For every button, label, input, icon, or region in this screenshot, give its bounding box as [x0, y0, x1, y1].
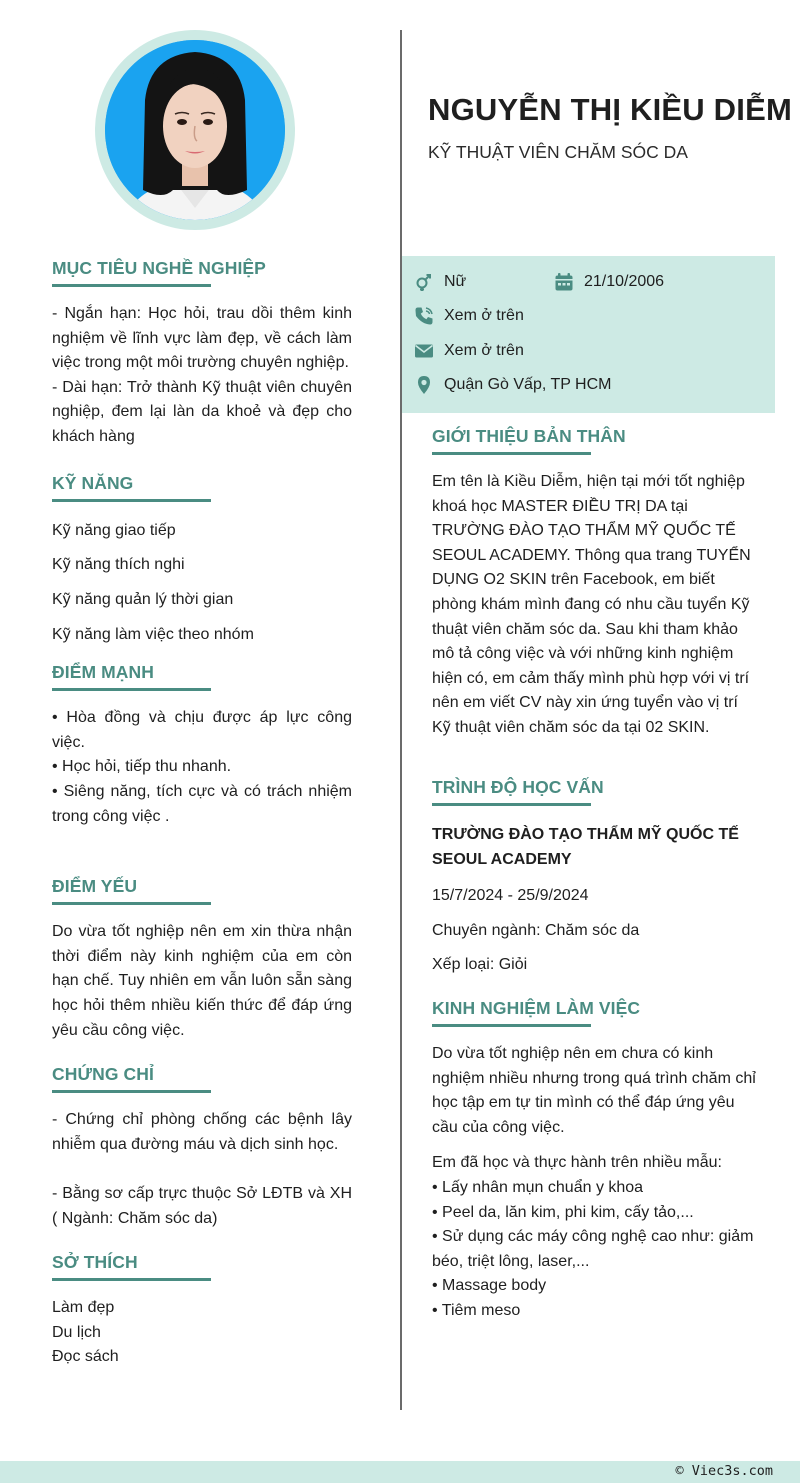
contact-birthdate — [554, 272, 664, 292]
section-rule — [432, 1024, 591, 1027]
hobby-item: Đọc sách — [52, 1348, 119, 1366]
section-rule — [432, 452, 591, 455]
section-title: ĐIỂM YẾU — [52, 876, 138, 897]
section-title: SỞ THÍCH — [52, 1252, 138, 1273]
contact-phone — [414, 306, 524, 326]
avatar-frame — [95, 30, 295, 230]
candidate-name: NGUYỄN THỊ KIỀU DIỄM — [428, 92, 792, 127]
certificate-item: - Bằng sơ cấp trực thuộc Sở LĐTB và XH ( Ngành: Chăm sóc da) — [52, 1184, 352, 1227]
section-rule — [432, 803, 591, 806]
section-rule — [52, 284, 211, 287]
section-rule — [52, 499, 211, 502]
certificate-item: - Chứng chỉ phòng chống các bệnh lây nhiễm qua đường máu và dịch sinh học. — [52, 1111, 352, 1153]
strength-item: • Siêng năng, tích cực và có trách nhiệm trong công việc . — [52, 783, 352, 825]
experience-item: • Sử dụng các máy công nghệ cao như: giảm béo, triệt lông, laser,... — [432, 1228, 754, 1270]
weaknesses-section — [52, 876, 352, 1043]
hobby-item: Du lịch — [52, 1323, 101, 1341]
left-column — [52, 258, 352, 1370]
objective-short-term: - Ngắn hạn: Học hỏi, trau dồi thêm kinh nghiệm về lĩnh vực làm đẹp, về cách làm việc trong một môi trường chuyên nghiệp. — [52, 305, 352, 372]
contact-gender — [414, 272, 466, 292]
about-text: Em tên là Kiều Diễm, hiện tại mới tốt nghiệp khoá học MASTER ĐIỀU TRỊ DA tại TRƯỜNG ĐÀO TẠO THẨM MỸ QUỐC TẾ SEOUL ACADEMY. Thông qua trang TUYỂN DỤNG O2 SKIN trên Facebook, em biết phòng khám mình đang có nhu cầu tuyển Kỹ thuật viên chăm sóc da. Sau khi tham khảo mô tả công việc và với những kinh nghiệm hiện có, em cảm thấy mình phù hợp với vị trí nên em viết CV này xin ứng tuyển vào vị trí Kỹ thuật viên chăm sóc da tại 02 SKIN. — [432, 473, 751, 736]
section-title: KINH NGHIỆM LÀM VIỆC — [432, 998, 641, 1018]
education-major: Chuyên ngành: Chăm sóc da — [432, 921, 640, 939]
skill-item: Kỹ năng giao tiếp — [52, 521, 176, 539]
gender-value: Nữ — [444, 273, 467, 290]
section-title: MỤC TIÊU NGHỀ NGHIỆP — [52, 258, 266, 278]
hobbies-section — [52, 1252, 352, 1370]
education-period: 15/7/2024 - 25/9/2024 — [432, 887, 589, 905]
skill-item: Kỹ năng thích nghi — [52, 556, 185, 574]
skill-item: Kỹ năng quản lý thời gian — [52, 590, 234, 608]
section-rule — [52, 1090, 211, 1093]
gender-icon — [414, 272, 434, 292]
hobby-item: Làm đẹp — [52, 1299, 115, 1317]
experience-item: • Massage body — [432, 1277, 547, 1295]
certificates-section — [52, 1064, 352, 1231]
weaknesses-text: Do vừa tốt nghiệp nên em xin thừa nhận thời điểm này kinh nghiệm của em còn hạn chế. Tuy nhiên em vẫn luôn sẵn sàng học hỏi thêm nhiều kiến thức để đáp ứng yêu cầu công việc. — [52, 923, 352, 1039]
contact-email — [414, 341, 524, 361]
section-title: CHỨNG CHỈ — [52, 1064, 154, 1085]
section-title: ĐIỂM MẠNH — [52, 662, 155, 683]
section-title: TRÌNH ĐỘ HỌC VẤN — [432, 777, 604, 797]
copyright-text: © Viec3s.com — [675, 1463, 773, 1479]
skill-item: Kỹ năng làm việc theo nhóm — [52, 625, 254, 643]
section-title: GIỚI THIỆU BẢN THÂN — [432, 426, 626, 446]
birthdate-value: 21/10/2006 — [584, 273, 665, 290]
experience-section — [432, 998, 757, 1324]
experience-practice-lead: Em đã học và thực hành trên nhiều mẫu: — [432, 1154, 722, 1172]
objective-long-term: - Dài hạn: Trở thành Kỹ thuật viên chuyên nghiệp, đem lại làn da khoẻ và đẹp cho khách hàng — [52, 378, 352, 445]
section-rule — [52, 902, 211, 905]
career-objective-section — [52, 258, 352, 450]
address-value: Quận Gò Vấp, TP HCM — [444, 376, 612, 393]
strengths-section — [52, 662, 352, 829]
skills-section — [52, 473, 352, 648]
footer-bar — [0, 1461, 800, 1483]
contact-panel — [402, 256, 775, 413]
section-title: KỸ NĂNG — [52, 472, 134, 493]
education-section — [432, 777, 757, 978]
portrait-photo — [105, 40, 285, 220]
education-grade: Xếp loại: Giỏi — [432, 956, 528, 974]
avatar — [105, 40, 285, 220]
email-icon — [414, 341, 434, 361]
contact-address — [414, 375, 611, 395]
calendar-icon — [554, 272, 574, 292]
strength-item: • Học hỏi, tiếp thu nhanh. — [52, 758, 232, 776]
strength-item: • Hòa đồng và chịu được áp lực công việc. — [52, 709, 352, 751]
experience-item: • Lấy nhân mụn chuẩn y khoa — [432, 1178, 644, 1196]
section-rule — [52, 1278, 211, 1281]
phone-icon — [414, 306, 434, 326]
section-rule — [52, 688, 211, 691]
location-icon — [414, 375, 434, 395]
about-section — [432, 426, 757, 741]
experience-item: • Peel da, lăn kim, phi kim, cấy tảo,... — [432, 1203, 694, 1221]
school-name: TRƯỜNG ĐÀO TẠO THẨM MỸ QUỐC TẾ SEOUL ACADEMY — [432, 826, 739, 868]
column-divider — [400, 30, 402, 1410]
experience-item: • Tiêm meso — [432, 1301, 521, 1319]
candidate-role: KỸ THUẬT VIÊN CHĂM SÓC DA — [428, 142, 688, 162]
phone-value: Xem ở trên — [444, 307, 524, 324]
email-value: Xem ở trên — [444, 342, 524, 359]
experience-intro: Do vừa tốt nghiệp nên em chưa có kinh nghiệm nhiều nhưng trong quá trình chăm chỉ học tập em tự tin mình có thể đáp ứng yêu cầu của công việc. — [432, 1045, 756, 1136]
